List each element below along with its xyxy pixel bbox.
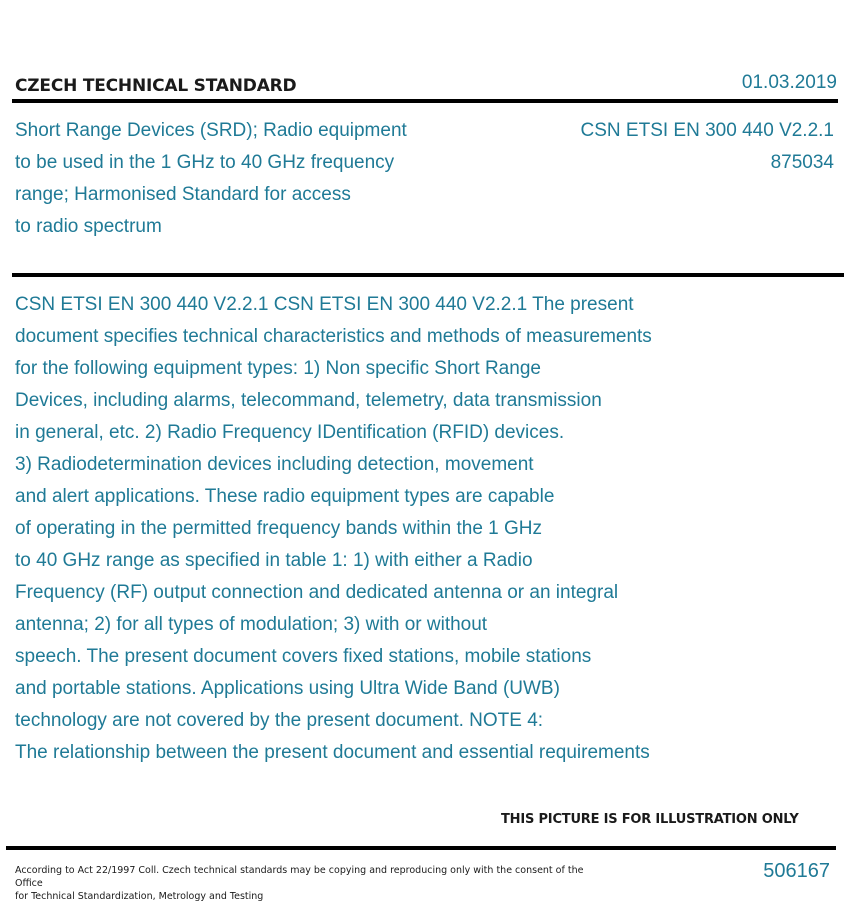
- title-line: to be used in the 1 GHz to 40 GHz frequency: [15, 152, 395, 173]
- title-line: Short Range Devices (SRD); Radio equipment: [15, 120, 407, 141]
- standard-identifier: [581, 115, 834, 179]
- header-divider: [12, 99, 838, 103]
- classification-code: 875034: [770, 152, 834, 173]
- title-line: to radio spectrum: [15, 216, 162, 237]
- document-title: [15, 115, 485, 243]
- catalog-code: 506167: [763, 860, 830, 882]
- standard-type-heading: CZECH TECHNICAL STANDARD: [15, 76, 297, 96]
- publication-date: 01.03.2019: [741, 72, 837, 93]
- illustration-disclaimer: THIS PICTURE IS FOR ILLUSTRATION ONLY: [501, 812, 799, 827]
- legal-notice: [15, 864, 595, 903]
- title-divider: [12, 273, 844, 277]
- legal-line: for Technical Standardization, Metrology and Testing: [15, 891, 264, 902]
- abstract-text: CSN ETSI EN 300 440 V2.2.1 CSN ETSI EN 300 440 V2.2.1 The present document specifies technical characteristics and methods of measurements for the following equipment types: 1) Non specific Short Range Devices, including alarms, telecommand, telemetry, data transmission in general, etc. 2) Radio Frequency IDentification (RFID) devices. 3) Radiodetermination devices including detection, movement and alert applications. These radio equipment types are capable of operating in the permitted frequency bands within the 1 GHz to 40 GHz range as specified in table 1: 1) with either a Radio Frequency (RF) output connection and dedicated antenna or an integral antenna; 2) for all types of modulation; 3) with or without speech. The present document covers fixed stations, mobile stations and portable stations. Applications using Ultra Wide Band (UWB) technology are not covered by the present document. NOTE 4: The relationship between the present document and essential requirements: [15, 294, 652, 763]
- legal-line: According to Act 22/1997 Coll. Czech technical standards may be copying and reproducing only with the consent of the Office: [15, 865, 584, 889]
- title-line: range; Harmonised Standard for access: [15, 184, 351, 205]
- footer-divider: [6, 846, 836, 850]
- standard-number: CSN ETSI EN 300 440 V2.2.1: [580, 120, 834, 141]
